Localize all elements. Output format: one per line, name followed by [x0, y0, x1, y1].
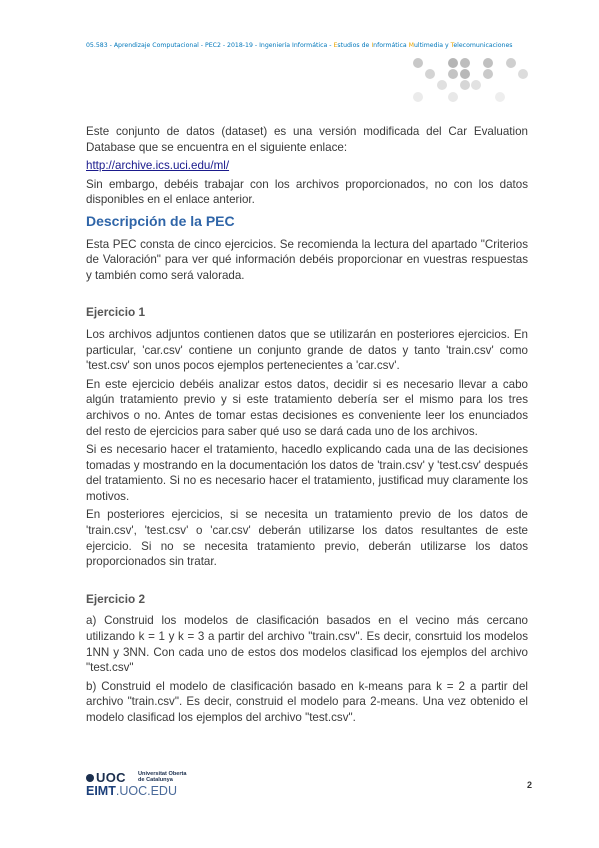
university-name-line-2: de Catalunya — [138, 777, 173, 784]
ejercicio2-part-a: a) Construid los modelos de clasificación basados en el vecino más cercano utilizando k = 1 y k = 3 a partir del archivo "train.csv". Es decir, consrtuid los modelos 1NN y 3NN. Con cada uno de estos dos modelos clasificad los ejemplos del archivo "test.csv" — [86, 614, 528, 675]
document-header — [86, 42, 546, 49]
uoc-wordmark — [86, 770, 126, 785]
uoc-eimt-logo — [86, 770, 206, 800]
ejercicio1-paragraph-4: En posteriores ejercicios, si se necesita un tratamiento previo de los datos de 'train.csv', 'test.csv' o 'car.csv' deberán utilizarse los datos resultantes de este ejercicio. Si no se necesita tratamiento previo, deberán utilizarse los datos proporcionados sin tratar. — [86, 508, 528, 569]
header-letter-i: I — [371, 42, 374, 49]
eimt-wordmark — [86, 784, 177, 798]
decorative-dots-logo — [405, 55, 535, 110]
eimt-text: EIMT — [86, 784, 116, 798]
header-course-text: 05.583 - Aprendizaje Computacional - PEC2 - 2018-19 - Ingeniería Informática - — [86, 42, 334, 49]
uoc-dot-icon — [86, 774, 94, 782]
university-name-line-1: Universitat Oberta — [138, 771, 187, 777]
section-title-descripcion: Descripción de la PEC — [86, 212, 235, 229]
ejercicio2-title: Ejercicio 2 — [86, 591, 146, 606]
eimt-domain-text: .UOC.EDU — [115, 784, 177, 798]
descripcion-paragraph: Esta PEC consta de cinco ejercicios. Se recomienda la lectura del apartado "Criterios de Valoración" para ver qué información debéis proporcionar en vuestras respuestas y también como será valorada. — [86, 237, 528, 282]
header-letter-e: E — [333, 42, 338, 49]
page-number: 2 — [527, 780, 533, 790]
uoc-text: UOC — [96, 770, 126, 785]
header-text-4: ultimedia y — [413, 42, 451, 49]
header-text-3: nformática — [373, 42, 409, 49]
header-letter-t: T — [450, 42, 454, 49]
header-letter-m: M — [408, 42, 414, 49]
dataset-link[interactable]: http://archive.ics.uci.edu/ml/ — [86, 159, 230, 173]
ejercicio1-paragraph-2: En este ejercicio debéis analizar estos datos, decidir si es necesario llevar a cabo algún tratamiento previo y si este tratamiento debería ser el mismo para los tres archivos o no. Antes de tomar estas decisiones es conveniente leer los enunciados del resto de ejercicios para saber qué uso se dará cada uno de los archivos. — [86, 377, 528, 438]
intro-paragraph: Este conjunto de datos (dataset) es una versión modificada del Car Evaluation Database que se encuentra en el siguiente enlace: — [86, 125, 528, 154]
ejercicio1-paragraph-3: Si es necesario hacer el tratamiento, hacedlo explicando cada una de las decisiones tomadas y mostrando en la documentación los datos de 'train.csv' y 'test.csv' después del tratamiento. Si no es necesario hacer el tratamiento, justificad muy claramente los motivos. — [86, 443, 528, 503]
university-name — [138, 771, 187, 783]
intro-note-paragraph: Sin embargo, debéis trabajar con los archivos proporcionados, no con los datos disponibles en el enlace anterior. — [86, 177, 528, 207]
header-text-5: elecomunicaciones — [453, 42, 513, 49]
ejercicio1-paragraph-1: Los archivos adjuntos contienen datos que se utilizarán en posteriores ejercicios. En particular, 'car.csv' contiene un conjunto grande de datos y tanto 'train.csv' como 'test.csv' son unos pocos ejemplos pertenecientes a 'car.csv'. — [86, 327, 528, 373]
ejercicio2-part-b: b) Construid el modelo de clasificación basado en k-means para k = 2 a partir del archivo "train.csv". Es decir, construid el modelo para 2-means. Una vez obtenido el modelo clasificad los ejemplos del archivo "test.csv". — [86, 679, 528, 724]
ejercicio1-title: Ejercicio 1 — [86, 305, 146, 320]
page-content — [86, 124, 528, 729]
header-text-2: studios de — [337, 42, 372, 49]
